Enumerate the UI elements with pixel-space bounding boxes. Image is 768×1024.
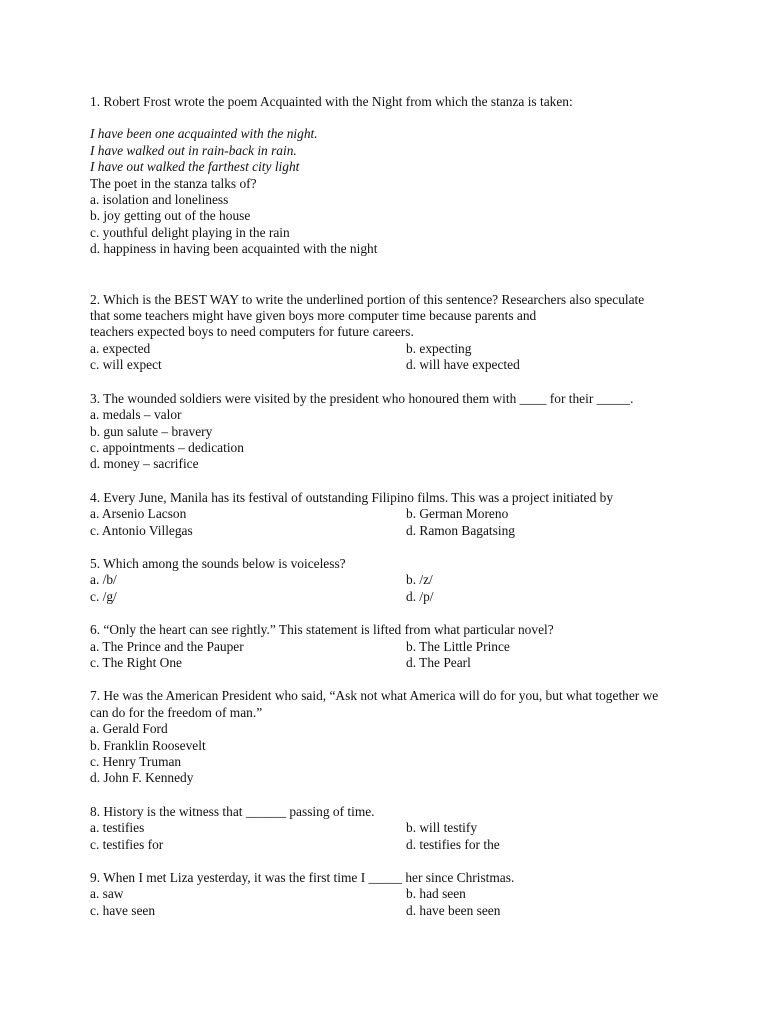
option: b. expecting: [406, 340, 472, 356]
option: a. testifies: [90, 820, 145, 836]
option: d. money – sacrifice: [90, 456, 199, 472]
option-row: [90, 837, 690, 853]
question-stem: 3. The wounded soldiers were visited by the president who honoured them with ____ for their _____.: [90, 390, 634, 406]
option: d. John F. Kennedy: [90, 770, 194, 786]
option: b. had seen: [406, 886, 466, 902]
option: b. will testify: [406, 820, 478, 836]
question-9: [90, 870, 690, 919]
option: c. testifies for: [90, 836, 164, 852]
question-5: [90, 556, 690, 605]
option: b. /z/: [406, 572, 433, 588]
question-stem: 4. Every June, Manila has its festival of outstanding Filipino films. This was a project initiated by: [90, 489, 614, 505]
option: d. The Pearl: [406, 654, 471, 670]
option: b. Franklin Roosevelt: [90, 737, 206, 753]
question-3: [90, 391, 690, 473]
poem-line: I have out walked the farthest city light: [90, 159, 300, 175]
option-row: [90, 523, 690, 539]
question-stem: can do for the freedom of man.”: [90, 704, 263, 720]
option: c. will expect: [90, 357, 162, 373]
option: c. youthful delight playing in the rain: [90, 224, 290, 240]
option: c. /g/: [90, 588, 117, 604]
option: d. happiness in having been acquainted with the night: [90, 241, 378, 257]
option: b. German Moreno: [406, 506, 509, 522]
option-row: [90, 639, 690, 655]
question-stem: 2. Which is the BEST WAY to write the underlined portion of this sentence? Researchers also speculate: [90, 291, 645, 307]
question-stem: 9. When I met Liza yesterday, it was the first time I _____ her since Christmas.: [90, 870, 515, 886]
option-row: [90, 589, 690, 605]
option: c. Antonio Villegas: [90, 522, 193, 538]
question-1: [90, 94, 690, 258]
option: c. have seen: [90, 902, 156, 918]
option: a. saw: [90, 886, 124, 902]
question-2: [90, 292, 690, 374]
option: a. Gerald Ford: [90, 721, 168, 737]
question-4: [90, 490, 690, 539]
option-row: [90, 341, 690, 357]
option: c. The Right One: [90, 654, 182, 670]
question-stem: 7. He was the American President who said, “Ask not what America will do for you, but what together we: [90, 688, 659, 704]
poem-stanza: [90, 126, 690, 175]
option: c. Henry Truman: [90, 754, 182, 769]
option: d. Ramon Bagatsing: [406, 522, 515, 538]
poem-line: I have been one acquainted with the night.: [90, 126, 318, 142]
option: a. The Prince and the Pauper: [90, 638, 244, 654]
question-stem: that some teachers might have given boys more computer time because parents and: [90, 308, 537, 324]
option: b. gun salute – bravery: [90, 423, 213, 439]
option: d. will have expected: [406, 357, 520, 373]
option: a. medals – valor: [90, 407, 182, 423]
option: a. expected: [90, 340, 151, 356]
option-row: [90, 655, 690, 671]
option: a. isolation and loneliness: [90, 192, 229, 208]
question-8: [90, 804, 690, 853]
question-6: [90, 622, 690, 671]
option-row: [90, 572, 690, 588]
question-stem: 8. History is the witness that ______ passing of time.: [90, 803, 375, 819]
question-stem: 6. “Only the heart can see rightly.” This statement is lifted from what particular novel?: [90, 622, 554, 638]
question-7: [90, 688, 690, 786]
option-row: [90, 506, 690, 522]
option: a. Arsenio Lacson: [90, 506, 187, 522]
option-row: [90, 820, 690, 836]
option: b. The Little Prince: [406, 638, 510, 654]
option: a. /b/: [90, 572, 117, 588]
question-stem: 1. Robert Frost wrote the poem Acquainted with the Night from which the stanza is taken:: [90, 94, 573, 109]
option: c. appointments – dedication: [90, 439, 244, 455]
poem-line: I have walked out in rain-back in rain.: [90, 142, 297, 158]
option-row: [90, 886, 690, 902]
option: d. /p/: [406, 588, 434, 604]
option: d. have been seen: [406, 902, 501, 918]
question-stem: 5. Which among the sounds below is voiceless?: [90, 555, 346, 571]
option-row: [90, 357, 690, 373]
question-stem: teachers expected boys to need computers for future careers.: [90, 324, 414, 340]
option: b. joy getting out of the house: [90, 208, 251, 224]
question-prompt: The poet in the stanza talks of?: [90, 175, 257, 191]
option-row: [90, 903, 690, 919]
option: d. testifies for the: [406, 836, 500, 852]
quiz-document: [90, 94, 690, 919]
